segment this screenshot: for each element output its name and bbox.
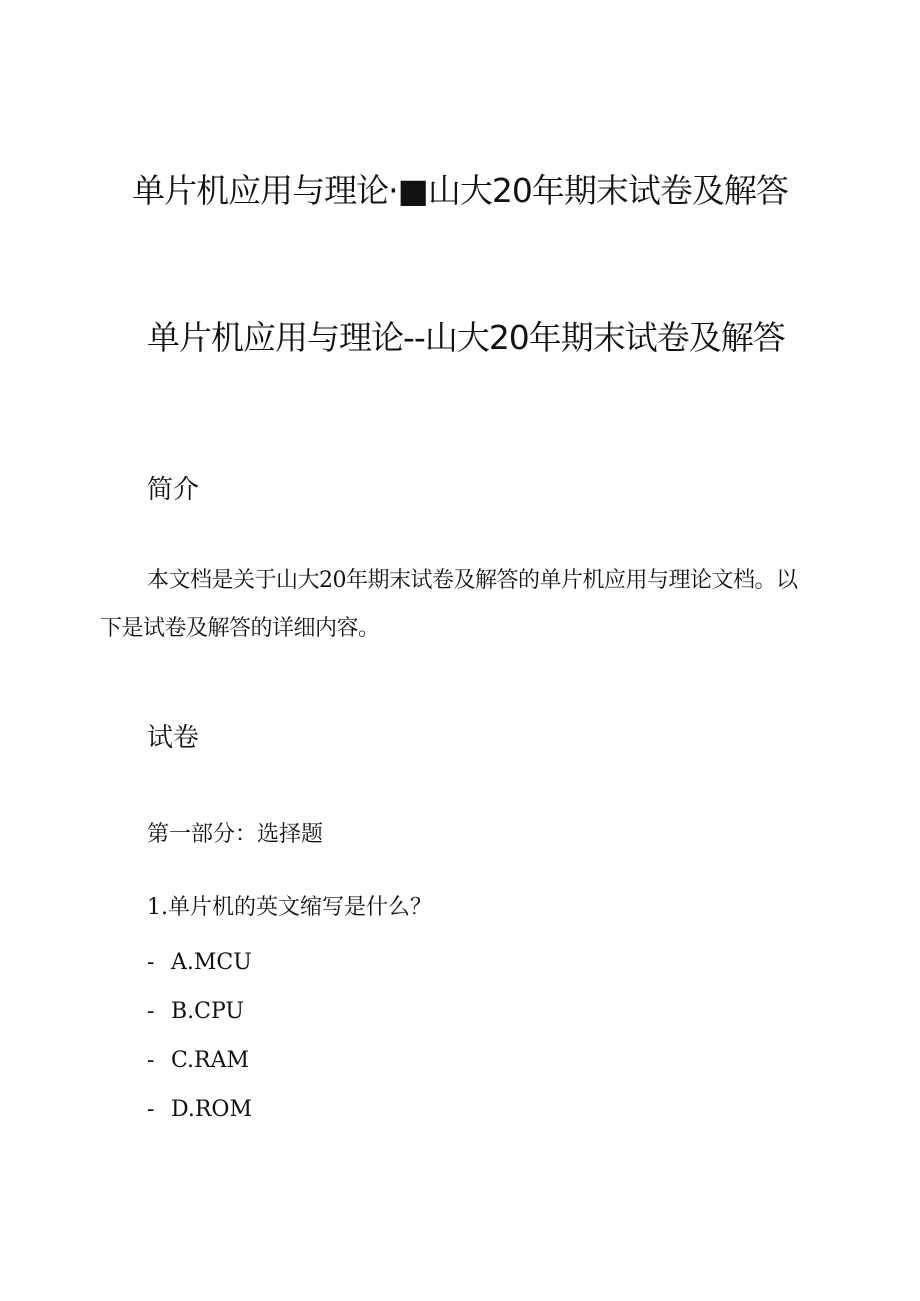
- option-label: B.CPU: [171, 999, 244, 1024]
- option-dash: -: [147, 1097, 155, 1122]
- question-1-option-b: [147, 997, 244, 1027]
- document-heading: 单片机应用与理论--山大20年期末试卷及解答: [147, 318, 785, 357]
- exam-section-title: 试卷: [147, 723, 200, 753]
- option-label: D.ROM: [171, 1097, 252, 1122]
- question-1-option-d: [147, 1095, 252, 1125]
- option-dash: -: [147, 1048, 155, 1073]
- option-dash: -: [147, 999, 155, 1024]
- document-title: 单片机应用与理论·■山大20年期末试卷及解答: [132, 171, 788, 210]
- option-label: C.RAM: [171, 1048, 250, 1073]
- option-label: A.MCU: [171, 950, 252, 975]
- intro-paragraph: 本文档是关于山大20年期末试卷及解答的单片机应用与理论文档。以下是试卷及解答的详细内容。: [100, 568, 798, 641]
- question-1: 1.单片机的英文缩写是什么？: [147, 895, 432, 920]
- question-1-option-a: [147, 948, 252, 978]
- question-1-option-c: [147, 1046, 249, 1076]
- part1-title: 第一部分：选择题: [147, 822, 324, 847]
- option-dash: -: [147, 950, 155, 975]
- intro-section-title: 简介: [147, 475, 200, 505]
